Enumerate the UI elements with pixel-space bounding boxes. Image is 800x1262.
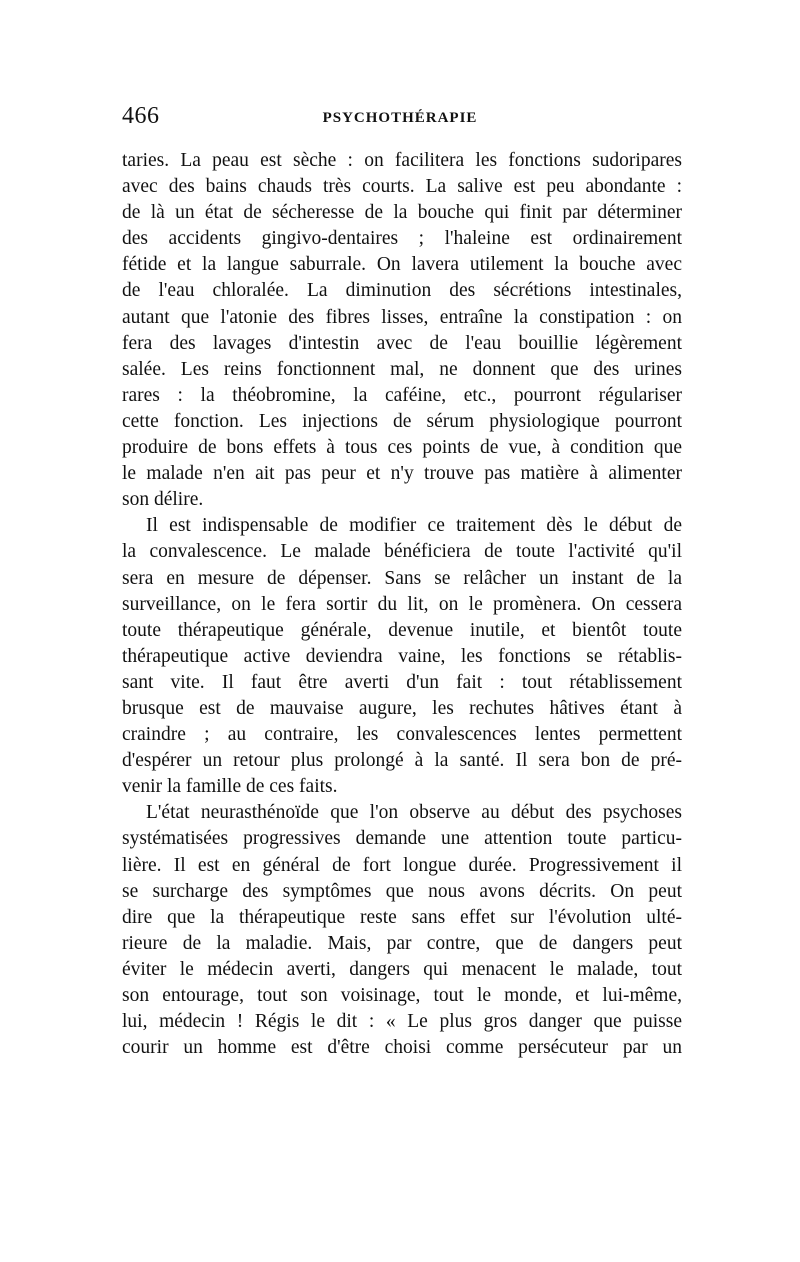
text-line: fera des lavages d'intestin avec de l'eau bouillie légèrement [122, 332, 682, 354]
paragraph-1 [122, 148, 682, 513]
text-line: la convalescence. Le malade bénéficiera de toute l'activité qu'il [122, 541, 682, 563]
text-line: d'espérer un retour plus prolongé à la santé. Il sera bon de pré- [122, 750, 682, 772]
paragraph-3 [122, 800, 682, 1061]
page-number: 466 [122, 103, 160, 129]
text-line: taries. La peau est sèche : on facilitera les fonctions sudoripares [122, 150, 682, 171]
text-line: rieure de la maladie. Mais, par contre, que de dangers peut [122, 932, 682, 954]
text-line: avec des bains chauds très courts. La salive est peu abondante : [122, 176, 682, 198]
text-line: toute thérapeutique générale, devenue inutile, et bientôt toute [122, 619, 682, 641]
text-line: lui, médecin ! Régis le dit : « Le plus gros danger que puisse [122, 1011, 682, 1033]
text-line: des accidents gingivo-dentaires ; l'haleine est ordinairement [122, 228, 682, 250]
text-line: lière. Il est en général de fort longue durée. Progressivement il [122, 854, 682, 876]
text-line: dire que la thérapeutique reste sans effet sur l'évolution ulté- [122, 906, 682, 928]
text-line: rares : la théobromine, la caféine, etc., pourront régulariser [122, 384, 682, 406]
text-line: le malade n'en ait pas peur et n'y trouve pas matière à alimenter [122, 463, 682, 485]
text-line: venir la famille de ces faits. [122, 776, 338, 798]
text-line: se surcharge des symptômes que nous avons décrits. On peut [122, 880, 682, 902]
text-line: autant que l'atonie des fibres lisses, entraîne la constipation : on [122, 306, 682, 328]
text-line: L'état neurasthénoïde que l'on observe au début des psychoses [146, 802, 682, 824]
text-line: éviter le médecin averti, dangers qui menacent le malade, tout [122, 958, 682, 980]
text-line: de l'eau chloralée. La diminution des sécrétions intestinales, [122, 280, 682, 302]
text-line: surveillance, on le fera sortir du lit, on le promènera. On cessera [122, 593, 682, 615]
text-line: thérapeutique active deviendra vaine, les fonctions se rétablis- [122, 645, 682, 667]
body-text [122, 148, 682, 1061]
text-line: son délire. [122, 489, 204, 511]
text-line: brusque est de mauvaise augure, les rechutes hâtives étant à [122, 697, 682, 719]
text-line: salée. Les reins fonctionnent mal, ne donnent que des urines [122, 358, 682, 380]
paragraph-2 [122, 513, 682, 800]
text-line: courir un homme est d'être choisi comme persécuteur par un [122, 1037, 682, 1059]
running-head: PSYCHOTHÉRAPIE [322, 110, 478, 126]
text-line: sant vite. Il faut être averti d'un fait : tout rétablissement [122, 671, 682, 693]
text-line: produire de bons effets à tous ces points de vue, à condition que [122, 437, 682, 459]
text-line: Il est indispensable de modifier ce traitement dès le début de [146, 515, 682, 537]
text-line: sera en mesure de dépenser. Sans se relâcher un instant de la [122, 567, 682, 589]
text-line: systématisées progressives demande une attention toute particu- [122, 828, 682, 850]
text-line: craindre ; au contraire, les convalescences lentes permettent [122, 724, 682, 746]
text-line: cette fonction. Les injections de sérum physiologique pourront [122, 410, 682, 432]
text-line: fétide et la langue saburrale. On lavera utilement la bouche avec [122, 254, 682, 276]
text-line: de là un état de sécheresse de la bouche qui finit par déterminer [122, 202, 682, 224]
text-line: son entourage, tout son voisinage, tout le monde, et lui-même, [122, 985, 682, 1006]
